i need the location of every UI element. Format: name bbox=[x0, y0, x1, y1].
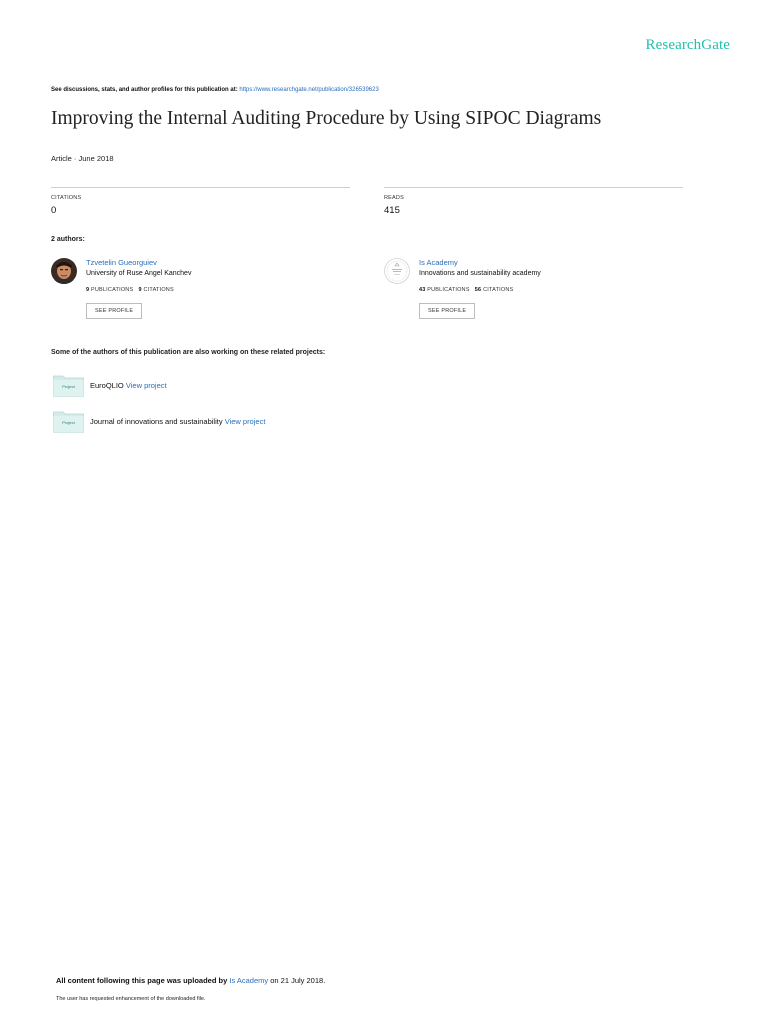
uploader-link[interactable]: Is Academy bbox=[229, 976, 269, 985]
publications-label: PUBLICATIONS bbox=[427, 287, 470, 293]
author-name-link[interactable]: Is Academy bbox=[419, 258, 458, 267]
author-affiliation: University of Ruse Angel Kanchev bbox=[86, 270, 192, 277]
see-profile-button[interactable]: SEE PROFILE bbox=[419, 303, 475, 319]
project-folder-icon[interactable] bbox=[53, 374, 84, 397]
enhancement-note: The user has requested enhancement of the downloaded file. bbox=[56, 996, 206, 1002]
researchgate-logo[interactable]: ResearchGate bbox=[645, 37, 730, 53]
page-title: Improving the Internal Auditing Procedure by Using SIPOC Diagrams bbox=[51, 108, 602, 129]
project-name: EuroQLIO bbox=[90, 381, 124, 390]
academy-logo-avatar[interactable] bbox=[384, 258, 410, 284]
publication-link-line bbox=[51, 87, 379, 93]
reads-value: 415 bbox=[384, 205, 400, 216]
view-project-link[interactable]: View project bbox=[125, 381, 167, 390]
citations-value: 0 bbox=[51, 205, 57, 216]
publications-count: 43 bbox=[419, 287, 426, 293]
upload-info bbox=[56, 976, 325, 985]
article-meta: Article · June 2018 bbox=[51, 154, 114, 163]
publications-count: 9 bbox=[86, 287, 90, 293]
author-name-link[interactable]: Tzvetelin Gueorguiev bbox=[86, 258, 157, 267]
folder-label: Project bbox=[62, 384, 75, 389]
citations-label: CITATIONS bbox=[143, 287, 174, 293]
citations-divider bbox=[51, 187, 350, 188]
view-project-link[interactable]: View project bbox=[224, 417, 266, 426]
project-name: Journal of innovations and sustainability bbox=[90, 417, 223, 426]
uploaded-label: All content following this page was uploaded by bbox=[56, 976, 228, 985]
citations-label: CITATIONS bbox=[483, 287, 514, 293]
see-label: See discussions, stats, and author profiles for this publication at: bbox=[51, 87, 238, 93]
publication-url-link[interactable]: https://www.researchgate.net/publication/326539623 bbox=[239, 87, 379, 93]
reads-label: READS bbox=[384, 195, 404, 201]
citations-count: 56 bbox=[474, 287, 482, 293]
project-folder-icon[interactable] bbox=[53, 410, 84, 433]
related-projects-heading: Some of the authors of this publication are also working on these related projects: bbox=[51, 349, 326, 356]
publications-label: PUBLICATIONS bbox=[91, 287, 134, 293]
author-affiliation: Innovations and sustainability academy bbox=[419, 270, 541, 277]
citations-label: CITATIONS bbox=[51, 195, 82, 201]
reads-divider bbox=[384, 187, 683, 188]
author-stats bbox=[419, 287, 513, 293]
uploaded-date: on 21 July 2018. bbox=[270, 976, 326, 985]
citations-count: 9 bbox=[138, 287, 142, 293]
folder-label: Project bbox=[62, 420, 75, 425]
project-entry bbox=[90, 381, 167, 390]
see-profile-button[interactable]: SEE PROFILE bbox=[86, 303, 142, 319]
author-stats bbox=[86, 287, 174, 293]
person-photo-avatar[interactable] bbox=[51, 258, 77, 284]
project-entry bbox=[90, 417, 265, 426]
authors-heading: 2 authors: bbox=[51, 236, 85, 243]
